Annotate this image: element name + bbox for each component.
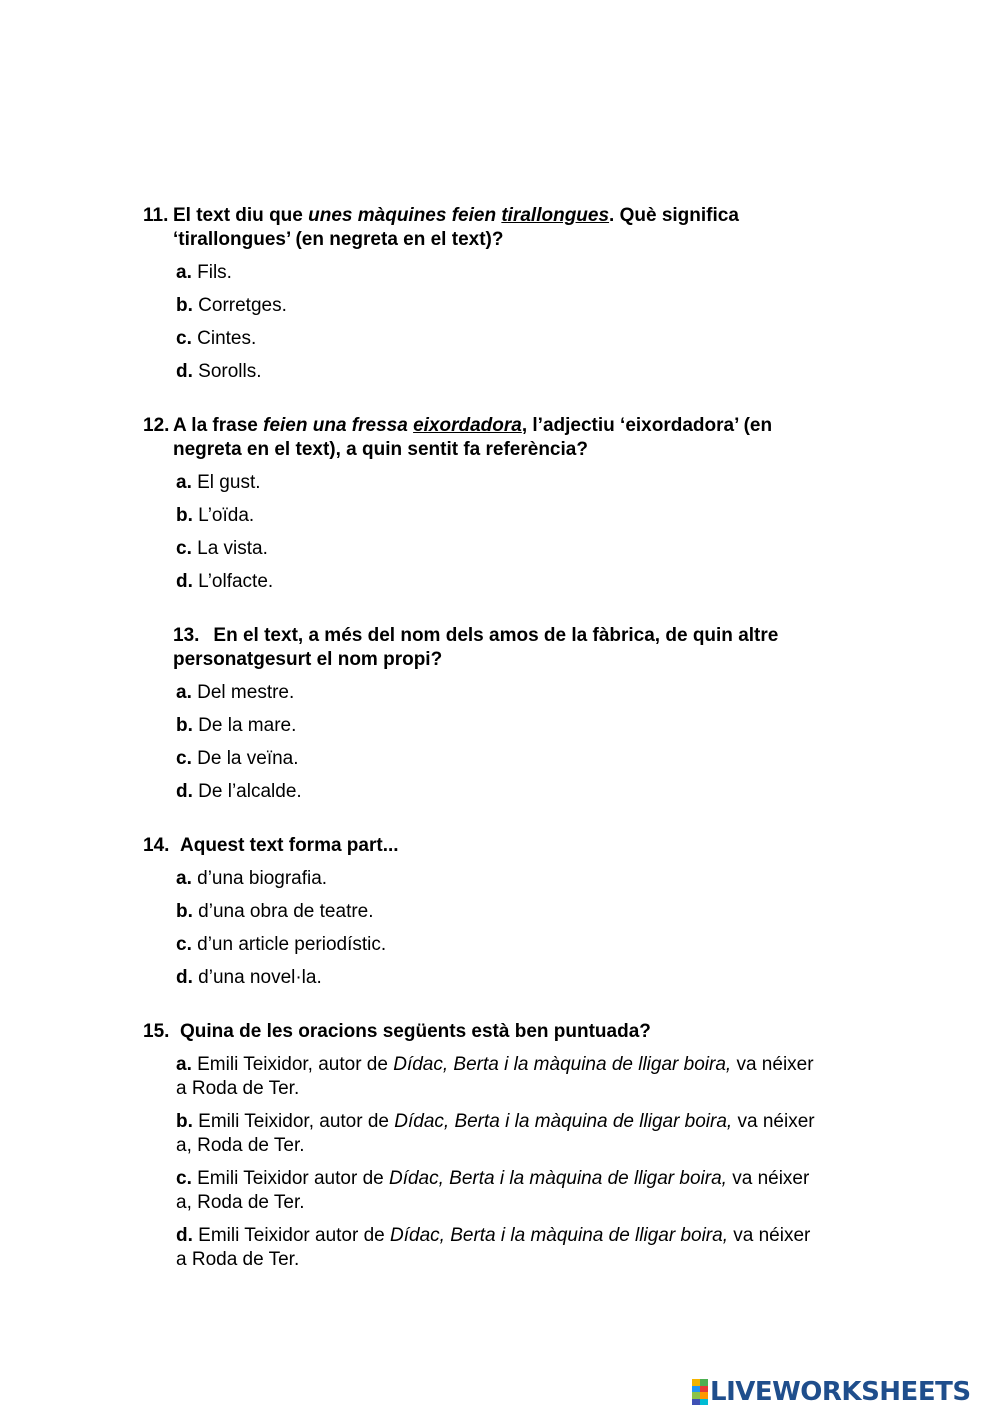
question-15-prompt: 15. Quina de les oracions següents està ben puntuada? — [143, 1021, 651, 1042]
option-b[interactable]: b. De la mare. — [176, 715, 297, 736]
option-d[interactable]: d. L’olfacte. — [176, 571, 274, 592]
option-b[interactable]: b. d’una obra de teatre. — [176, 901, 374, 922]
question-13-prompt: 13. En el text, a més del nom dels amos de la fàbrica, de quin altre personatgesurt el nom propi? — [173, 625, 779, 670]
option-c[interactable]: c. d’un article periodístic. — [176, 934, 387, 955]
option-a[interactable]: a. El gust. — [176, 472, 261, 493]
option-a[interactable]: a. d’una biografia. — [176, 868, 328, 889]
option-d[interactable]: d. Sorolls. — [176, 361, 262, 382]
question-14-prompt: 14. Aquest text forma part... — [143, 835, 399, 856]
question-12 — [0, 414, 1000, 594]
option-a[interactable]: a. Emili Teixidor, autor de Dídac, Berta i la màquina de lligar boira, va néixer a Roda de Ter. — [176, 1054, 814, 1099]
liveworksheets-logo — [692, 1376, 971, 1408]
logo-blocks-icon — [692, 1379, 708, 1405]
question-number: 11. — [143, 205, 169, 226]
question-number: 12. — [143, 415, 170, 436]
logo-text: LIVEWORKSHEETS — [710, 1377, 971, 1407]
option-d[interactable]: d. Emili Teixidor autor de Dídac, Berta i la màquina de lligar boira, va néixer a Roda de Ter. — [176, 1225, 811, 1270]
option-c[interactable]: c. Emili Teixidor autor de Dídac, Berta i la màquina de lligar boira, va néixer a, Roda de Ter. — [176, 1168, 810, 1213]
question-12-prompt: 12. A la frase feien una fressa eixordadora, l’adjectiu ‘eixordadora’ (en negreta en el text), a quin sentit fa referència? — [143, 415, 773, 460]
option-c[interactable]: c. La vista. — [176, 538, 268, 559]
question-11 — [0, 204, 1000, 384]
option-c[interactable]: c. De la veïna. — [176, 748, 299, 769]
question-11-prompt: 11. El text diu que unes màquines feien tirallongues. Què significa ‘tirallongues’ (en negreta en el text)? — [143, 205, 739, 250]
question-15 — [0, 1020, 1000, 1272]
option-d[interactable]: d. d’una novel·la. — [176, 967, 322, 988]
option-c[interactable]: c. Cintes. — [176, 328, 257, 349]
question-number: 13. — [173, 625, 200, 646]
option-b[interactable]: b. Corretges. — [176, 295, 287, 316]
option-a[interactable]: a. Del mestre. — [176, 682, 295, 703]
question-number: 14. — [143, 835, 170, 856]
question-14 — [0, 834, 1000, 990]
question-13 — [0, 624, 1000, 804]
option-b[interactable]: b. L’oïda. — [176, 505, 255, 526]
option-b[interactable]: b. Emili Teixidor, autor de Dídac, Berta i la màquina de lligar boira, va néixer a, Roda de Ter. — [176, 1111, 815, 1156]
question-number: 15. — [143, 1021, 170, 1042]
option-d[interactable]: d. De l’alcalde. — [176, 781, 302, 802]
option-a[interactable]: a. Fils. — [176, 262, 232, 283]
